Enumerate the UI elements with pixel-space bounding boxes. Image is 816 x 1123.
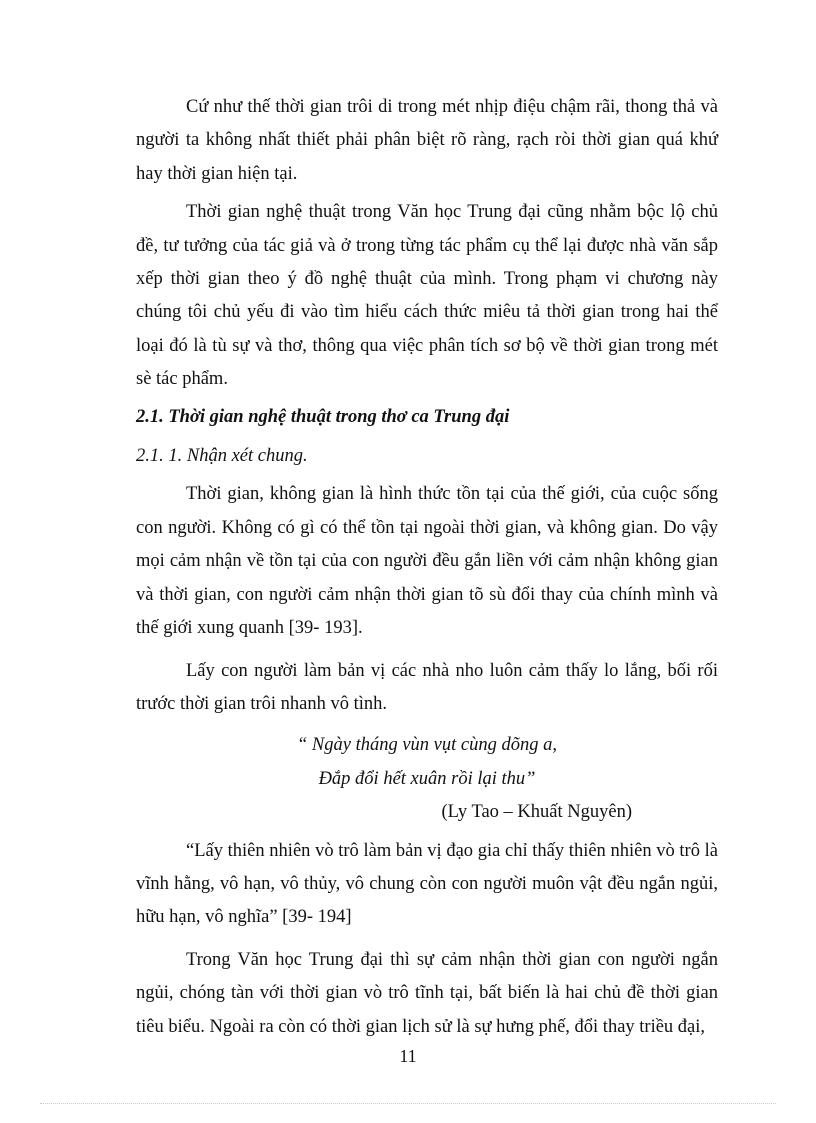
page-body (136, 91, 718, 1044)
paragraph-5: “Lấy thiên nhiên vò trô làm bản vị đạo gia chỉ thấy thiên nhiên vò trô là vĩnh hằng, vô hạn, vô thủy, vô chung còn con người muôn vật đều ngắn ngủi, hữu hạn, vô nghĩa” [39- 194] (136, 840, 718, 928)
paragraph-6: Trong Văn học Trung đại thì sự cảm nhận thời gian con người ngắn ngủi, chóng tàn với thời gian vò trô tĩnh tại, bất biến là hai chủ đề thời gian tiêu biểu. Ngoài ra còn có thời gian lịch sử là sự hưng phế, đổi thay triều đại, (136, 949, 718, 1037)
subsection-heading: 2.1. 1. Nhận xét chung. (136, 446, 308, 467)
section-heading: 2.1. Thời gian nghệ thuật trong thơ ca Trung đại (136, 406, 510, 427)
poem-quote (136, 729, 718, 796)
page-bottom-divider (40, 1103, 776, 1104)
paragraph-3: Thời gian, không gian là hình thức tồn tại của thế giới, của cuộc sống con người. Không có gì có thể tồn tại ngoài thời gian, và không gian. Do vậy mọi cảm nhận về tồn tại của con người đều gắn liền với cảm nhận không gian và thời gian, con người cảm nhận thời gian tõ sù đổi thay của chính mình và thế giới xung quanh [39- 193]. (136, 484, 718, 639)
poem-line-2: Đắp đổi hết xuân rồi lại thu” (318, 768, 536, 789)
paragraph-4: Lấy con người làm bản vị các nhà nho luôn cảm thấy lo lắng, bối rối trước thời gian trôi nhanh vô tình. (136, 660, 718, 714)
paragraph-1: Cứ như thế thời gian trôi di trong mét nhịp điệu chậm rãi, thong thả và người ta không nhất thiết phải phân biệt rõ ràng, rạch ròi thời gian quá khứ hay thời gian hiện tại. (136, 97, 718, 184)
poem-line-1: “ Ngày tháng vùn vụt cùng dõng a, (296, 735, 557, 756)
poem-attribution: (Ly Tao – Khuất Nguyên) (441, 802, 632, 823)
page-number: 11 (399, 1046, 417, 1066)
paragraph-2: Thời gian nghệ thuật trong Văn học Trung đại cũng nhằm bộc lộ chủ đề, tư tưởng của tác giả và ở trong từng tác phẩm cụ thể lại được nhà văn sắp xếp thời gian theo ý đồ nghệ thuật của mình. Trong phạm vi chương này chúng tôi chủ yếu đi vào tìm hiểu cách thức miêu tả thời gian trong hai thể loại đó là tù sự và thơ, thông qua việc phân tích sơ bộ về thời gian trong mét sè tác phẩm. (136, 202, 718, 390)
